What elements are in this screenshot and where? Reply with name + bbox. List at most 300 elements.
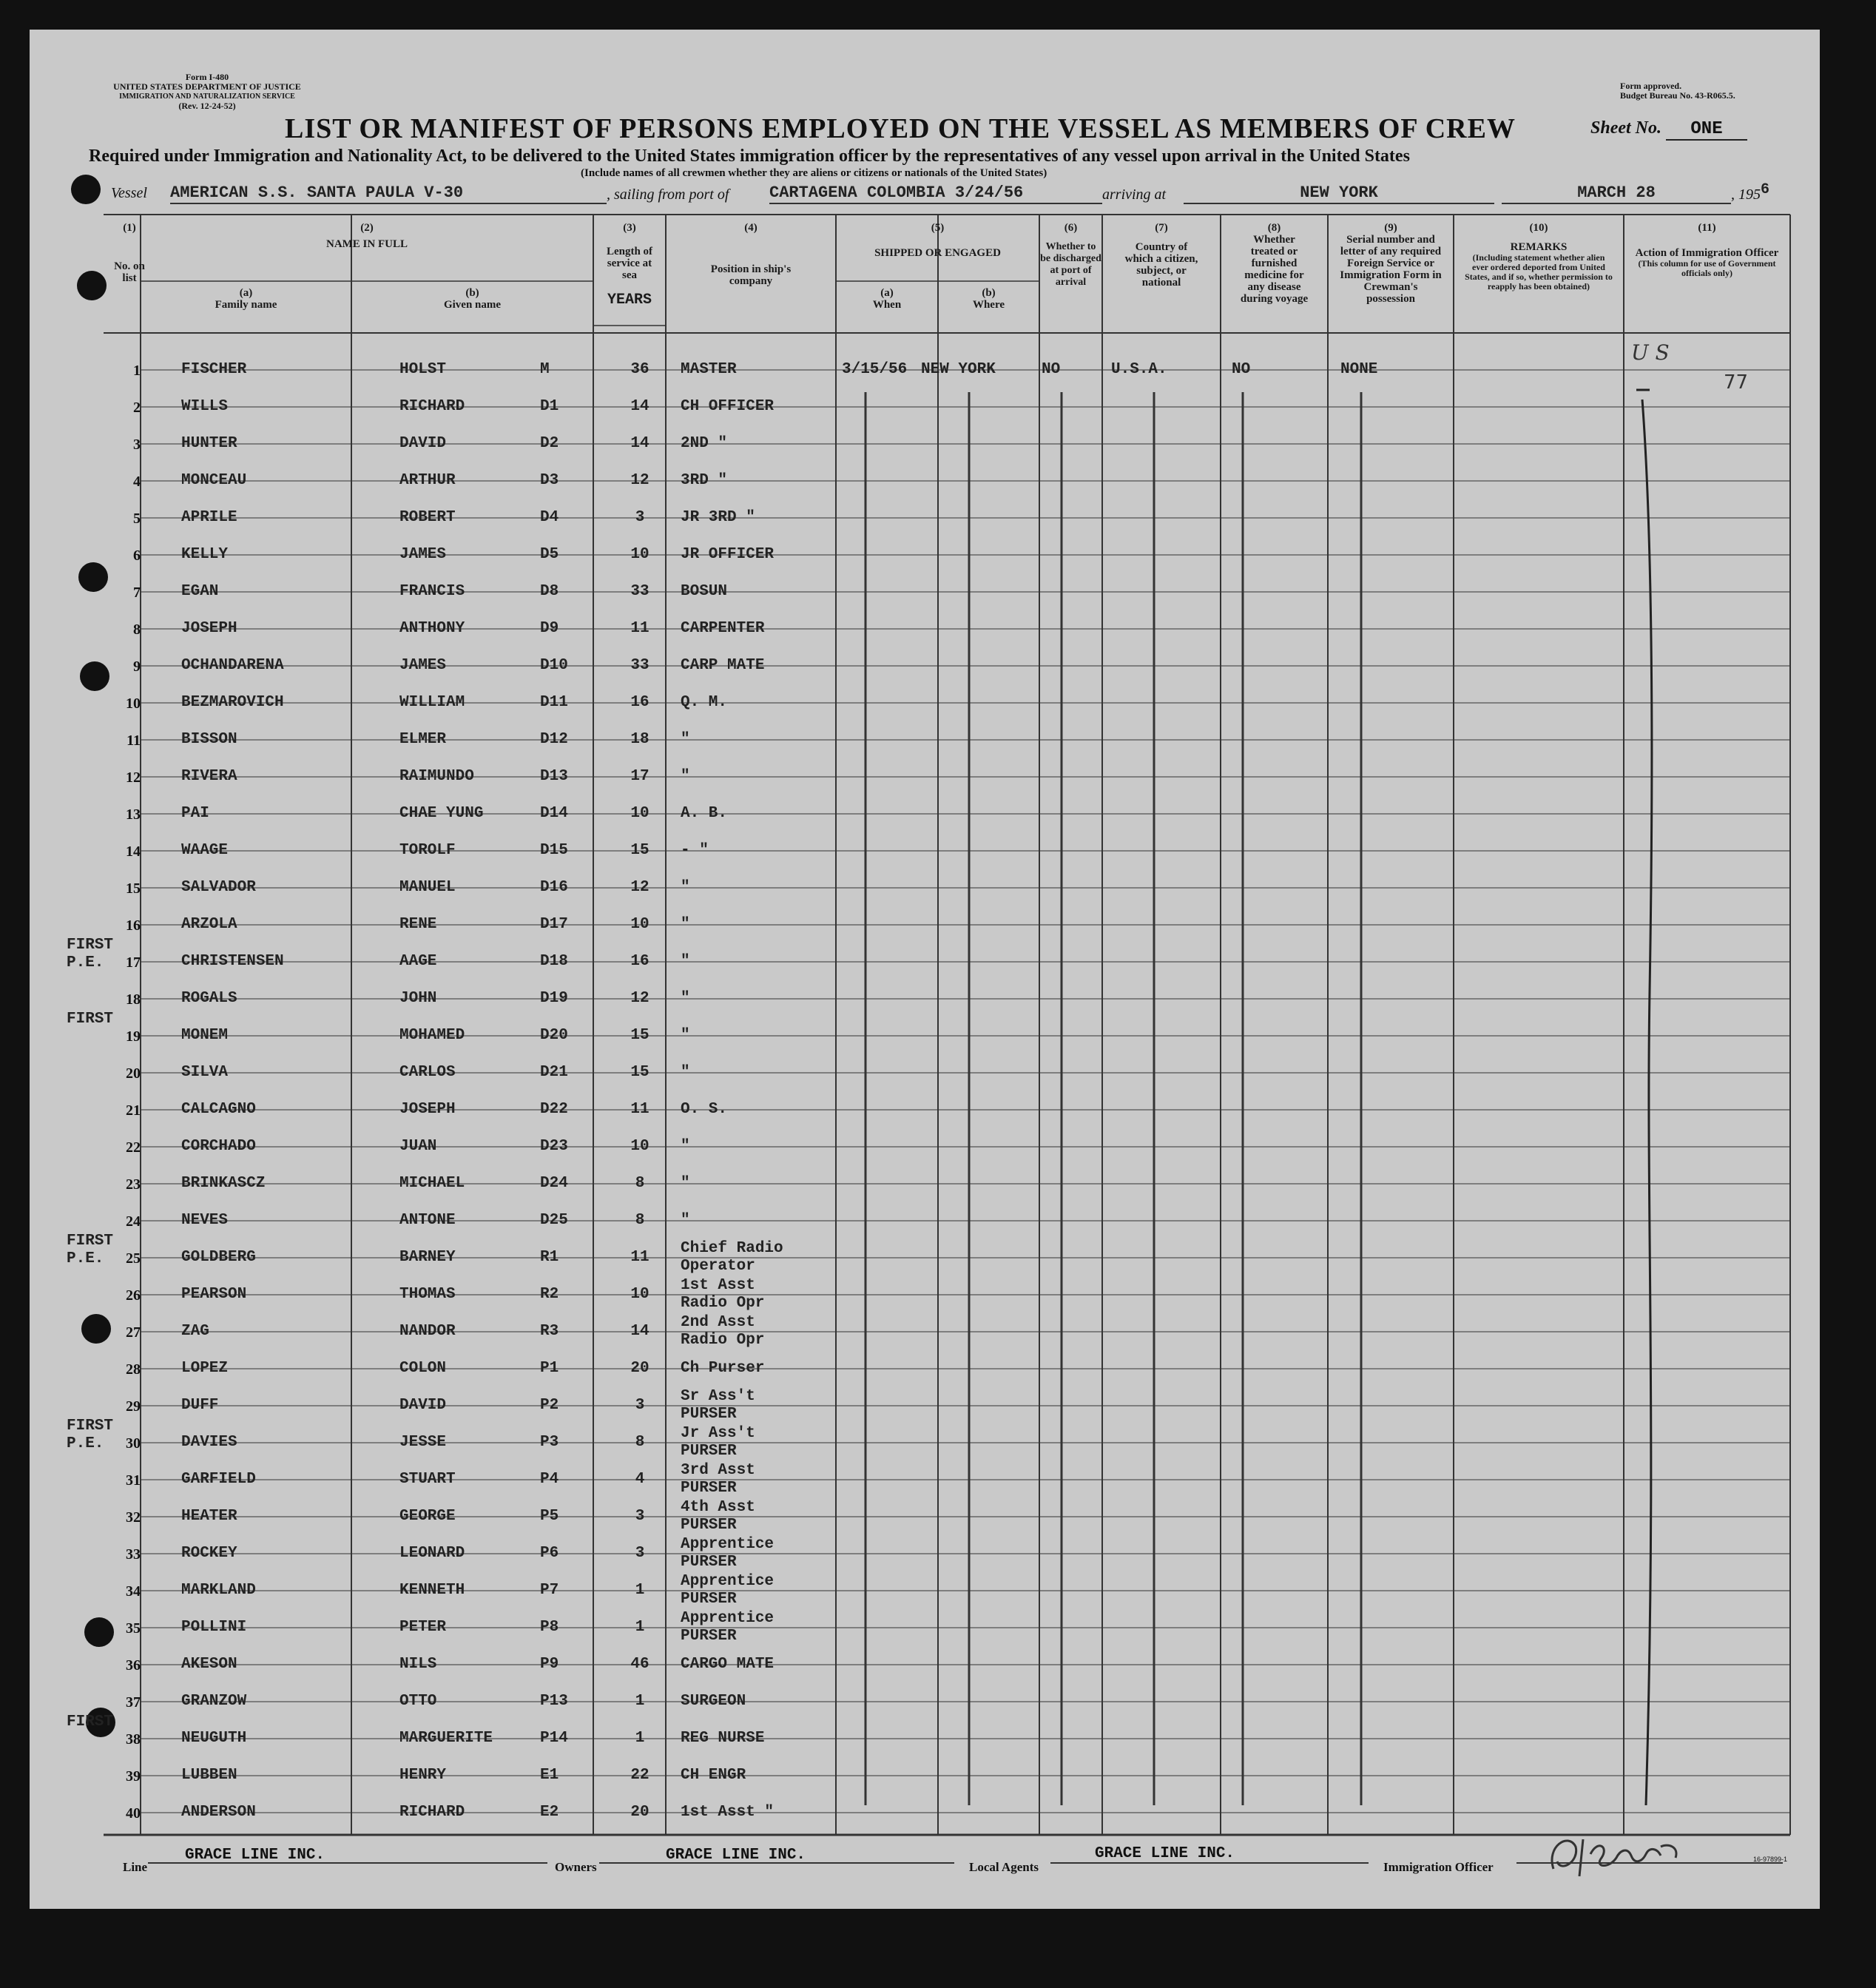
cell-position: " <box>681 731 690 748</box>
date-value: MARCH 28 <box>1502 183 1731 204</box>
row-number: 34 <box>126 1583 141 1600</box>
cell-code: D1 <box>540 398 559 415</box>
cell-code: D20 <box>540 1027 568 1044</box>
cell-position-line2: PURSER <box>681 1406 737 1423</box>
cell-years: 15 <box>630 1064 649 1081</box>
row-number: 39 <box>126 1768 141 1785</box>
cell-family: MONCEAU <box>181 472 247 489</box>
officer-mark-77: 77 <box>1724 371 1749 394</box>
line-label: Line <box>123 1860 148 1874</box>
year-label <box>1731 181 1770 213</box>
cell-code: D10 <box>540 657 568 674</box>
cell-position: CARP MATE <box>681 657 765 674</box>
cell-years: 11 <box>630 620 649 637</box>
row-number: 29 <box>126 1398 141 1415</box>
row-number: 30 <box>126 1435 141 1452</box>
vessel-value: AMERICAN S.S. SANTA PAULA V-30 <box>170 183 607 204</box>
cell-when: 3/15/56 <box>842 361 908 378</box>
cell-years: 12 <box>630 472 649 489</box>
officer-bracket-line <box>30 30 1820 1909</box>
cell-given: AAGE <box>399 953 437 970</box>
form-header-right <box>1620 81 1790 101</box>
col9-label: Serial number and letter of any required Foreign Service or Immigration Form in Crewman's possession <box>1340 234 1442 305</box>
cell-position: JR OFFICER <box>681 546 775 563</box>
row-number: 3 <box>133 437 141 453</box>
cell-serial: NONE <box>1340 361 1378 378</box>
row-number: 37 <box>126 1694 141 1711</box>
cell-years: 1 <box>635 1693 645 1710</box>
col5a-num: (a) <box>880 287 894 299</box>
cell-position: 2ND " <box>681 435 728 452</box>
cell-code: R3 <box>540 1323 559 1340</box>
cell-years: 11 <box>630 1249 649 1266</box>
cell-position: " <box>681 879 690 896</box>
cell-code: D9 <box>540 620 559 637</box>
cell-code: P1 <box>540 1360 559 1377</box>
cell-family: PEARSON <box>181 1286 247 1303</box>
cell-code: P3 <box>540 1434 559 1451</box>
row-number: 24 <box>126 1213 141 1230</box>
col10-label: REMARKS <box>1510 241 1568 253</box>
row-number: 10 <box>126 695 141 712</box>
row-number: 25 <box>126 1250 141 1267</box>
col11-header <box>1624 222 1790 278</box>
cell-given: FRANCIS <box>399 583 465 600</box>
cell-years: 8 <box>635 1175 645 1192</box>
cell-code: D5 <box>540 546 559 563</box>
cell-code: D17 <box>540 916 568 933</box>
cell-given: JUAN <box>399 1138 437 1155</box>
cell-family: EGAN <box>181 583 219 600</box>
department-name: UNITED STATES DEPARTMENT OF JUSTICE <box>113 81 301 92</box>
cell-years: 10 <box>630 916 649 933</box>
cell-position: CH ENGR <box>681 1767 746 1784</box>
cell-family: NEVES <box>181 1212 229 1229</box>
cell-family: MONEM <box>181 1027 229 1044</box>
cell-given: ANTHONY <box>399 620 465 637</box>
cell-family: WILLS <box>181 398 229 415</box>
cell-family: FISCHER <box>181 361 247 378</box>
cell-given: MOHAMED <box>399 1027 465 1044</box>
cell-family: JOSEPH <box>181 620 237 637</box>
cell-position: MASTER <box>681 361 737 378</box>
cell-position: Apprentice <box>681 1573 775 1590</box>
cell-given: KENNETH <box>399 1582 465 1599</box>
cell-years: 20 <box>630 1804 649 1821</box>
col11-label: Action of Immigration Officer <box>1635 247 1779 259</box>
cell-given: LEONARD <box>399 1545 465 1562</box>
cell-position: CH OFFICER <box>681 398 775 415</box>
cell-medicine: NO <box>1232 361 1251 378</box>
cell-family: HUNTER <box>181 435 237 452</box>
cell-position-line2: PURSER <box>681 1443 737 1460</box>
sheet-number <box>1590 118 1747 141</box>
cell-given: DAVID <box>399 1397 447 1414</box>
revision: (Rev. 12-24-52) <box>178 101 236 111</box>
cell-code: D4 <box>540 509 559 526</box>
cell-position: 4th Asst <box>681 1499 755 1516</box>
cell-years: 16 <box>630 953 649 970</box>
col9-header <box>1328 222 1454 305</box>
col2a-num: (a) <box>239 287 253 299</box>
cell-code: D22 <box>540 1101 568 1118</box>
cell-given: RICHARD <box>399 398 465 415</box>
margin-note-pe: P.E. <box>67 1250 104 1267</box>
cell-given: GEORGE <box>399 1508 456 1525</box>
cell-country: U.S.A. <box>1111 361 1167 378</box>
cell-position-line2: PURSER <box>681 1554 737 1571</box>
col10-note: (Including statement whether alien ever ordered deported from United States, and if so, whether permission to reapply has been obtained) <box>1465 252 1613 292</box>
row-number: 4 <box>133 474 141 490</box>
col7-num: (7) <box>1155 222 1168 234</box>
cell-code: D12 <box>540 731 568 748</box>
cell-code: D21 <box>540 1064 568 1081</box>
row-number: 8 <box>133 621 141 638</box>
cell-family: PAI <box>181 805 209 822</box>
cell-position: 2nd Asst <box>681 1314 755 1331</box>
row-number: 21 <box>126 1102 141 1119</box>
row-number: 38 <box>126 1731 141 1748</box>
cell-code: P4 <box>540 1471 559 1488</box>
footer-lines <box>30 30 1820 1909</box>
col2-num: (2) <box>360 222 374 234</box>
cell-position-line2: Operator <box>681 1258 755 1275</box>
cell-given: NANDOR <box>399 1323 456 1340</box>
cell-given: ELMER <box>399 731 447 748</box>
cell-code: P9 <box>540 1656 559 1673</box>
cell-years: 1 <box>635 1619 645 1636</box>
row-number: 11 <box>126 732 141 749</box>
col8-header <box>1221 222 1328 305</box>
cell-given: HOLST <box>399 361 447 378</box>
cell-code: E2 <box>540 1804 559 1821</box>
col1-label: No. on list <box>114 260 145 284</box>
cell-position: REG NURSE <box>681 1730 765 1747</box>
col2b-label: Given name <box>443 299 502 311</box>
margin-note-pe: P.E. <box>67 1435 104 1452</box>
row-number: 16 <box>126 917 141 934</box>
cell-position: CARPENTER <box>681 620 765 637</box>
row-number: 28 <box>126 1361 141 1378</box>
col6-header <box>1039 222 1102 289</box>
cell-position: A. B. <box>681 805 728 822</box>
cell-years: 16 <box>630 694 649 711</box>
cell-where: NEW YORK <box>921 361 996 378</box>
form-approved: Form approved. <box>1620 81 1682 91</box>
cell-years: 36 <box>630 361 649 378</box>
col1-num: (1) <box>123 222 136 234</box>
cell-years: 22 <box>630 1767 649 1784</box>
row-number: 36 <box>126 1657 141 1674</box>
cell-family: CORCHADO <box>181 1138 256 1155</box>
cell-family: NEUGUTH <box>181 1730 247 1747</box>
cell-given: JOHN <box>399 990 437 1007</box>
cell-family: LOPEZ <box>181 1360 229 1377</box>
cell-family: BISSON <box>181 731 237 748</box>
margin-note-first: FIRST <box>67 1714 114 1731</box>
cell-given: DAVID <box>399 435 447 452</box>
col2b-num: (b) <box>465 287 479 299</box>
cell-family: SALVADOR <box>181 879 256 896</box>
col7-header <box>1102 222 1221 289</box>
cell-years: 1 <box>635 1730 645 1747</box>
row-number: 17 <box>126 954 141 971</box>
service-name: IMMIGRATION AND NATURALIZATION SERVICE <box>119 92 295 101</box>
cell-years: 14 <box>630 435 649 452</box>
row-number: 13 <box>126 806 141 823</box>
margin-note-pe: P.E. <box>67 954 104 971</box>
cell-position: 1st Asst <box>681 1277 755 1294</box>
cell-years: 15 <box>630 1027 649 1044</box>
cell-given: HENRY <box>399 1767 447 1784</box>
vessel-label: Vessel <box>111 185 147 201</box>
officer-mark-us: U S <box>1631 340 1670 365</box>
cell-family: SILVA <box>181 1064 229 1081</box>
col2b-header <box>351 287 593 311</box>
col3-header <box>593 222 666 309</box>
col5a-header <box>836 287 938 311</box>
cell-years: 10 <box>630 1138 649 1155</box>
cell-family: MARKLAND <box>181 1582 256 1599</box>
cell-years: 11 <box>630 1101 649 1118</box>
cell-code: D15 <box>540 842 568 859</box>
sailing-value: CARTAGENA COLOMBIA 3/24/56 <box>769 183 1102 204</box>
row-number: 15 <box>126 880 141 897</box>
cell-code: R2 <box>540 1286 559 1303</box>
cell-family: HEATER <box>181 1508 237 1525</box>
cell-given: OTTO <box>399 1693 437 1710</box>
cell-position-line2: PURSER <box>681 1628 737 1645</box>
cell-given: JOSEPH <box>399 1101 456 1118</box>
arriving-label: arriving at <box>1102 186 1167 203</box>
col10-num: (10) <box>1529 222 1548 234</box>
cell-code: P5 <box>540 1508 559 1525</box>
sheet-value: ONE <box>1666 119 1747 141</box>
col2-label: NAME IN FULL <box>325 238 408 250</box>
row-number: 12 <box>126 769 141 786</box>
agents-value: GRACE LINE INC. <box>1095 1845 1235 1862</box>
arriving-value: NEW YORK <box>1184 183 1494 204</box>
cell-position-line2: Radio Opr <box>681 1295 765 1312</box>
cell-years: 12 <box>630 990 649 1007</box>
col4-header <box>666 222 836 287</box>
cell-given: RAIMUNDO <box>399 768 474 785</box>
col6-num: (6) <box>1064 222 1078 234</box>
cell-given: ARTHUR <box>399 472 456 489</box>
cell-family: ARZOLA <box>181 916 237 933</box>
agents-label: Local Agents <box>969 1860 1039 1874</box>
row-number: 20 <box>126 1065 141 1082</box>
row-number: 23 <box>126 1176 141 1193</box>
margin-note-first: FIRST <box>67 937 114 954</box>
cell-family: OCHANDARENA <box>181 657 284 674</box>
row-number: 9 <box>133 658 141 675</box>
line-value: GRACE LINE INC. <box>185 1847 325 1864</box>
cell-family: ROGALS <box>181 990 237 1007</box>
cell-years: 12 <box>630 879 649 896</box>
year-suffix: 6 <box>1761 181 1770 198</box>
cell-position: " <box>681 990 690 1007</box>
cell-years: 20 <box>630 1360 649 1377</box>
cell-given: JAMES <box>399 546 447 563</box>
cell-years: 10 <box>630 1286 649 1303</box>
cell-given: STUART <box>399 1471 456 1488</box>
col5-label: SHIPPED OR ENGAGED <box>874 247 1001 259</box>
row-number: 7 <box>133 584 141 601</box>
col8-num: (8) <box>1267 222 1281 234</box>
row-number: 6 <box>133 547 141 564</box>
cell-years: 33 <box>630 583 649 600</box>
cell-code: P2 <box>540 1397 559 1414</box>
row-number: 27 <box>126 1324 141 1341</box>
cell-code: D24 <box>540 1175 568 1192</box>
budget-bureau: Budget Bureau No. 43-R065.5. <box>1620 90 1735 101</box>
cell-position: Apprentice <box>681 1610 775 1627</box>
form-header-left <box>96 73 318 111</box>
cell-position: " <box>681 768 690 785</box>
cell-code: D2 <box>540 435 559 452</box>
cell-years: 15 <box>630 842 649 859</box>
cell-family: ANDERSON <box>181 1804 256 1821</box>
col10-header <box>1454 222 1624 292</box>
col5-num: (5) <box>931 222 945 234</box>
col11-note: (This column for use of Government officials only) <box>1638 258 1776 278</box>
cell-position: " <box>681 916 690 933</box>
cell-years: 3 <box>635 1508 645 1525</box>
cell-code: D16 <box>540 879 568 896</box>
cell-code: D11 <box>540 694 568 711</box>
cell-years: 17 <box>630 768 649 785</box>
cell-years: 8 <box>635 1212 645 1229</box>
cell-code: P8 <box>540 1619 559 1636</box>
cell-given: WILLIAM <box>399 694 465 711</box>
manifest-document <box>30 30 1820 1909</box>
cell-position: 1st Asst " <box>681 1804 775 1821</box>
cell-code: D3 <box>540 472 559 489</box>
cell-code: P13 <box>540 1693 568 1710</box>
officer-signature <box>1539 1824 1701 1884</box>
cell-code: P6 <box>540 1545 559 1562</box>
cell-family: CHRISTENSEN <box>181 953 284 970</box>
cell-family: APRILE <box>181 509 237 526</box>
row-number: 26 <box>126 1287 141 1304</box>
cell-position: " <box>681 1064 690 1081</box>
cell-code: D14 <box>540 805 568 822</box>
vessel-line <box>111 185 147 212</box>
cell-position: Apprentice <box>681 1536 775 1553</box>
cell-position-line2: Radio Opr <box>681 1332 765 1349</box>
cell-given: MARGUERITE <box>399 1730 493 1747</box>
cell-given: RICHARD <box>399 1804 465 1821</box>
cell-position: Sr Ass't <box>681 1388 755 1405</box>
col8-label: Whether treated or furnished medicine for any disease during voyage <box>1240 234 1309 305</box>
row-number: 18 <box>126 991 141 1008</box>
cell-given: ANTONE <box>399 1212 456 1229</box>
cell-position-line2: PURSER <box>681 1517 737 1534</box>
cell-family: WAAGE <box>181 842 229 859</box>
margin-note-first: FIRST <box>67 1418 114 1435</box>
owners-value: GRACE LINE INC. <box>666 1847 806 1864</box>
cell-years: 33 <box>630 657 649 674</box>
col7-label: Country of which a citizen, subject, or national <box>1124 241 1198 289</box>
cell-years: 3 <box>635 1545 645 1562</box>
cell-code: D18 <box>540 953 568 970</box>
cell-code: D25 <box>540 1212 568 1229</box>
col2a-header <box>141 287 351 311</box>
cell-given: MANUEL <box>399 879 456 896</box>
table-grid <box>30 30 1820 1909</box>
col3-label: Length of service at sea <box>606 246 653 281</box>
include-note: (Include names of all crewmen whether they are aliens or citizens or nationals of the United States) <box>581 167 1047 179</box>
margin-note-first: FIRST <box>67 1011 114 1028</box>
col4-label: Position in ship's company <box>710 263 792 287</box>
cell-given: MICHAEL <box>399 1175 465 1192</box>
cell-position: " <box>681 1212 690 1229</box>
cell-position: " <box>681 953 690 970</box>
cell-years: 18 <box>630 731 649 748</box>
col3-num: (3) <box>623 222 636 234</box>
row-number: 31 <box>126 1472 141 1489</box>
cell-given: JAMES <box>399 657 447 674</box>
cell-position: O. S. <box>681 1101 728 1118</box>
cell-given: BARNEY <box>399 1249 456 1266</box>
col5a-label: When <box>872 299 902 311</box>
row-number: 32 <box>126 1509 141 1526</box>
cell-position: " <box>681 1175 690 1192</box>
row-number: 14 <box>126 843 141 860</box>
cell-code: P14 <box>540 1730 568 1747</box>
punch-hole <box>71 175 101 204</box>
col3-unit: YEARS <box>607 292 652 309</box>
cell-position: Chief Radio <box>681 1240 783 1257</box>
cell-code: D8 <box>540 583 559 600</box>
col5b-label: Where <box>972 299 1005 311</box>
cell-given: THOMAS <box>399 1286 456 1303</box>
cell-position: 3RD " <box>681 472 728 489</box>
cell-years: 8 <box>635 1434 645 1451</box>
cell-position: CARGO MATE <box>681 1656 775 1673</box>
row-number: 22 <box>126 1139 141 1156</box>
cell-years: 4 <box>635 1471 645 1488</box>
sailing-label: , sailing from port of <box>607 186 729 203</box>
row-number: 35 <box>126 1620 141 1637</box>
col4-num: (4) <box>744 222 758 234</box>
cell-given: PETER <box>399 1619 447 1636</box>
cell-position: - " <box>681 842 709 859</box>
cell-position: SURGEON <box>681 1693 746 1710</box>
cell-position-line2: PURSER <box>681 1591 737 1608</box>
cell-given: CHAE YUNG <box>399 805 484 822</box>
cell-years: 46 <box>630 1656 649 1673</box>
cell-position: Jr Ass't <box>681 1425 755 1442</box>
col5b-header <box>938 287 1039 311</box>
document-subtitle: Required under Immigration and Nationality Act, to be delivered to the United States immigration officer by the representatives of any vessel upon arrival in the United States <box>89 146 1410 166</box>
cell-code: P7 <box>540 1582 559 1599</box>
margin-note-first: FIRST <box>67 1233 114 1250</box>
owners-label: Owners <box>555 1860 597 1874</box>
cell-family: DAVIES <box>181 1434 237 1451</box>
cell-family: DUFF <box>181 1397 219 1414</box>
col6-label: Whether to be discharged at port of arrival <box>1040 241 1101 288</box>
cell-given: NILS <box>399 1656 437 1673</box>
cell-code: E1 <box>540 1767 559 1784</box>
form-code: 16-97899-1 <box>1753 1856 1788 1863</box>
cell-given: CARLOS <box>399 1064 456 1081</box>
cell-years: 10 <box>630 805 649 822</box>
row-number: 40 <box>126 1805 141 1822</box>
cell-years: 3 <box>635 1397 645 1414</box>
col9-num: (9) <box>1384 222 1397 234</box>
